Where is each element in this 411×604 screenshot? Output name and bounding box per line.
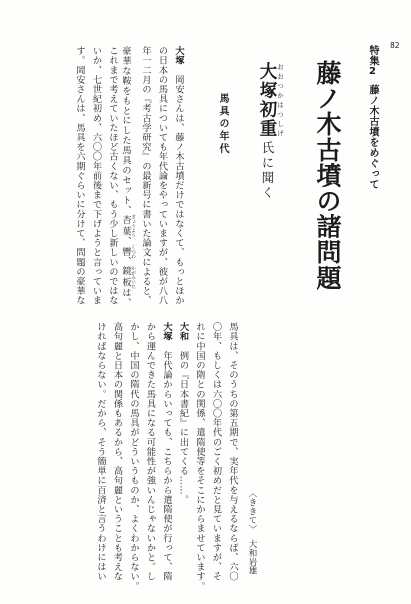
lower-text-column	[225, 322, 239, 581]
column-text: 岡安さんは、藤ノ木古墳だけではなくて、もっとほか	[173, 65, 184, 306]
lower-text-column	[126, 322, 140, 591]
feature-label: 特集2	[367, 45, 378, 78]
column-text: 、	[120, 256, 131, 267]
column-text: 馬具は、そのうちの第五期で、実年代を与えるならば、六〇	[227, 322, 238, 582]
column-text: 豪華な鞍をもとにした馬具のセット、	[120, 46, 131, 216]
upper-text-column	[122, 46, 136, 308]
feature-title: 藤ノ木古墳をめぐって	[367, 84, 378, 190]
ruby-base: 杏葉	[120, 214, 131, 238]
ruby-term	[120, 265, 136, 289]
lower-text-column	[143, 322, 157, 581]
ruby-term	[120, 214, 136, 238]
column-text: の日本の馬具についても年代論をやっていますが、彼が八八	[156, 46, 168, 306]
lower-text-column	[110, 322, 124, 581]
interviewee-name-ruby: おおつかはつしげ	[276, 62, 284, 138]
interviewer-label: 〈ききて〉	[247, 489, 257, 534]
feature-header	[365, 45, 379, 190]
ruby-reading: かがみいた	[130, 265, 136, 289]
ruby-reading: くつわ	[130, 244, 136, 259]
upper-text-column	[171, 46, 185, 305]
ruby-base: 轡	[120, 244, 131, 259]
interviewee-name-text: 大塚初重	[257, 62, 277, 138]
section-heading: 馬具の年代	[217, 93, 228, 156]
byline-suffix: 氏に聞く	[260, 141, 275, 201]
upper-text-column	[72, 46, 86, 305]
column-text: から運んできた馬具になる可能性が強いんじゃないかと。し	[144, 322, 156, 582]
upper-text-column	[138, 46, 152, 305]
column-text: 年代論からいっても、こちらから遣隋使が行って、隋	[161, 341, 172, 582]
speaker-name: 大塚	[173, 46, 184, 66]
ruby-reading: ぎょうよう	[130, 214, 136, 238]
interviewee-byline	[257, 62, 284, 201]
column-text: 、	[120, 236, 131, 247]
column-text: 例の『日本書紀』に出てくる……。	[177, 341, 189, 505]
speaker-name: 大塚	[161, 322, 172, 342]
column-text: 高句麗と日本の関係もあるから、高句麗ということも考えな	[111, 322, 123, 582]
lower-text-column	[176, 322, 190, 504]
upper-text-column	[105, 46, 119, 305]
upper-text-column	[155, 46, 169, 305]
article-title: 藤ノ木古墳の諸問題	[313, 60, 342, 291]
interviewer-credit	[245, 489, 259, 575]
interviewer-name: 大和岩雄	[247, 539, 257, 576]
column-text: いか、七世紀初め、六〇〇年前後まで下げようと言っていま	[90, 46, 102, 306]
lower-text-column	[192, 322, 206, 591]
column-text: これまで考えていたほど古くない、もう少し新しいのではな	[107, 46, 118, 306]
column-text: れに中国の隋との関係、遣隋使等をそこにからませています。	[194, 322, 205, 591]
column-text: は、	[120, 287, 131, 308]
column-text: ければならない。だから、そう簡単に百済と言うわけにはい	[95, 322, 106, 582]
ruby-base: 鏡板	[120, 265, 131, 289]
interviewee-name	[257, 62, 284, 138]
lower-text-column	[93, 322, 107, 581]
column-text: す。岡安さんは、馬具を六期ぐらいに分けて、問題の豪華な	[74, 46, 85, 306]
column-text: かし、中国の隋代の馬具がどういうものか、よくわからない。	[128, 322, 139, 591]
speaker-name: 大和	[177, 322, 189, 342]
column-text: 〇年、もしくは六〇〇年代のごく初めだと見ていますが、そ	[210, 322, 222, 582]
lower-text-column	[209, 322, 223, 581]
ruby-term	[120, 244, 136, 259]
lower-text-column	[159, 322, 173, 581]
page-number: 82	[390, 41, 400, 50]
upper-text-column	[89, 46, 103, 305]
column-text: 年一二月の『考古学研究』の最新号に書いた論文によると、	[140, 46, 151, 306]
